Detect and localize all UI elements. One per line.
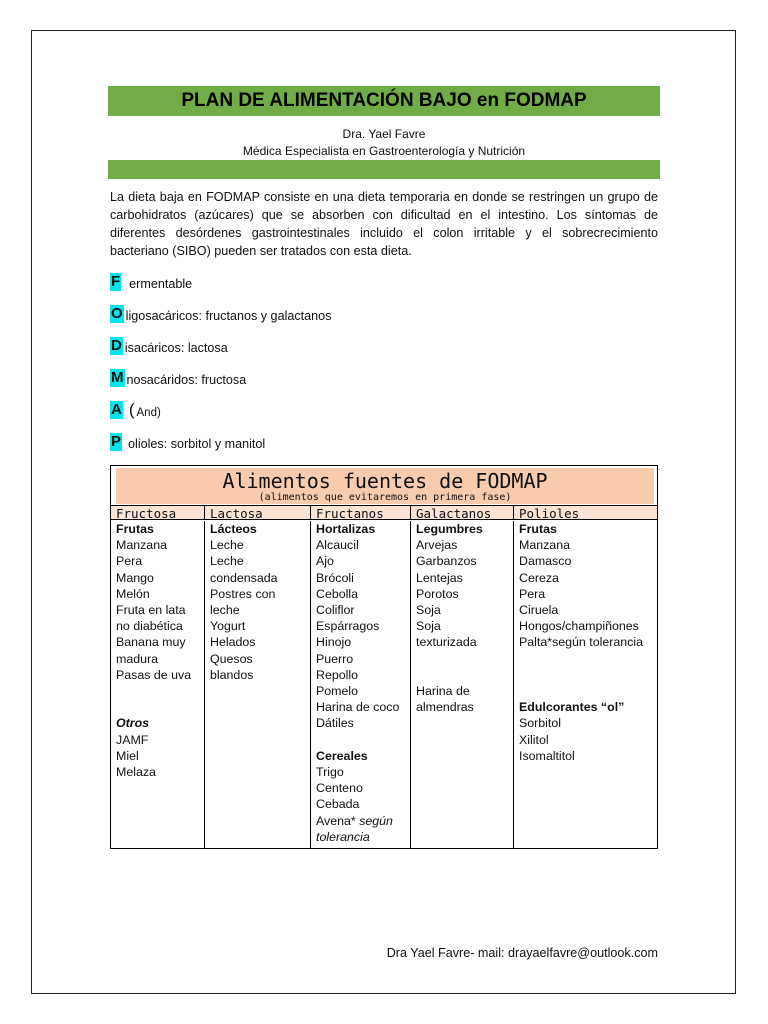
list-item: Hinojo bbox=[316, 635, 352, 650]
page-title: PLAN DE ALIMENTACIÓN BAJO en FODMAP bbox=[108, 86, 660, 116]
list-item: Leche bbox=[210, 554, 244, 569]
list-item: Banana muy bbox=[116, 635, 186, 650]
list-item: blandos bbox=[210, 667, 254, 682]
list-item: Cebada bbox=[316, 797, 360, 812]
list-item: Cereza bbox=[519, 570, 559, 585]
acronym-f: F ermentable bbox=[111, 273, 193, 291]
list-item: Harina de bbox=[416, 684, 470, 698]
list-item: Harina de coco bbox=[316, 700, 400, 715]
list-item: almendras bbox=[416, 700, 474, 715]
list-item: Manzana bbox=[116, 538, 167, 553]
author-specialty: Médica Especialista en Gastroenterología y Nutrición bbox=[242, 144, 526, 158]
list-item: Puerro bbox=[316, 651, 354, 666]
author-block bbox=[108, 126, 660, 160]
column-fructosa: Frutas Manzana Pera Mango Melón Fruta en lata no diabética Banana muy madura Pasas de uva Otros JAMF Miel Melaza bbox=[111, 521, 204, 848]
list-item: Melón bbox=[116, 586, 150, 601]
list-item: Arvejas bbox=[416, 538, 458, 553]
list-item: Soja bbox=[416, 619, 441, 634]
table-subtitle: (alimentos que evitaremos en primera fase) bbox=[258, 492, 512, 503]
list-item: leche bbox=[210, 603, 240, 618]
list-item: Isomaltitol bbox=[519, 748, 575, 763]
list-item: Sorbitol bbox=[519, 716, 562, 731]
list-item: condensada bbox=[210, 570, 278, 585]
list-item: JAMF bbox=[116, 732, 149, 747]
list-item: Pasas de uva bbox=[116, 667, 192, 682]
intro-paragraph: La dieta baja en FODMAP consiste en una dieta temporaria en donde se restringen un grupo de carbohidratos (azúcares) que se absorben con dificultad en el intestino. Los síntomas de diferentes desórdenes gastrointestinales incluido el colon irritable y el sobrecrecimiento bacteriano (SIBO) pueden ser tratados con esta dieta. bbox=[110, 190, 658, 258]
list-item: Pera bbox=[116, 554, 143, 569]
header-fructanos: Fructanos bbox=[310, 505, 410, 520]
list-item: Brócoli bbox=[316, 570, 354, 585]
list-item: Trigo bbox=[316, 765, 344, 780]
list-item: Melaza bbox=[116, 765, 156, 780]
list-item: Postres con bbox=[210, 586, 276, 601]
list-item: Mango bbox=[116, 570, 154, 585]
list-item: Quesos bbox=[210, 651, 253, 666]
list-item: Repollo bbox=[316, 667, 359, 682]
list-item: Soja bbox=[416, 603, 441, 618]
author-name: Dra. Yael Favre bbox=[342, 127, 426, 141]
list-item: Ajo bbox=[316, 554, 334, 569]
acronym-d: D isacáricos: lactosa bbox=[111, 337, 228, 355]
list-item: Yogurt bbox=[210, 619, 246, 634]
table-title: Alimentos fuentes de FODMAP bbox=[222, 469, 548, 493]
list-item: Ciruela bbox=[519, 603, 559, 618]
list-item: Cebolla bbox=[316, 586, 359, 601]
list-item: Coliflor bbox=[316, 603, 355, 618]
list-item: Leche bbox=[210, 538, 244, 553]
list-item: texturizada bbox=[416, 635, 477, 650]
list-item: Manzana bbox=[519, 538, 570, 553]
acronym-o: O ligosacáricos: fructanos y galactanos bbox=[111, 305, 332, 323]
acronym-p: P olioles: sorbitol y manitol bbox=[111, 433, 266, 451]
fodmap-table bbox=[110, 465, 658, 849]
list-item: Fruta en lata bbox=[116, 603, 186, 618]
list-item: Alcaucil bbox=[316, 538, 359, 553]
list-item: no diabética bbox=[116, 619, 183, 634]
list-item: tolerancia bbox=[316, 829, 370, 844]
acronym-a: A ( And) bbox=[111, 400, 161, 419]
list-item: Porotos bbox=[416, 586, 459, 601]
list-item: Miel bbox=[116, 748, 139, 763]
list-item: Helados bbox=[210, 635, 256, 650]
list-item: Centeno bbox=[316, 781, 363, 796]
header-lactosa: Lactosa bbox=[204, 505, 310, 520]
acronym-m: M nosacáridos: fructosa bbox=[111, 369, 247, 387]
list-item: Garbanzos bbox=[416, 554, 477, 569]
column-galactanos: Legumbres Arvejas Garbanzos Lentejas Porotos Soja Soja texturizada Harina de almendras bbox=[410, 521, 513, 848]
green-divider bbox=[108, 160, 660, 179]
header-fructosa: Fructosa bbox=[111, 505, 204, 520]
header-polioles: Polioles bbox=[513, 505, 657, 520]
list-item: Xilitol bbox=[519, 732, 549, 747]
list-item: Pera bbox=[519, 586, 546, 601]
list-item: Espárragos bbox=[316, 619, 380, 634]
list-item: Avena* según bbox=[316, 813, 393, 828]
list-item: Damasco bbox=[519, 554, 572, 569]
list-item: madura bbox=[116, 651, 159, 666]
list-item: Palta*según tolerancia bbox=[519, 635, 643, 650]
list-item: Dátiles bbox=[316, 716, 354, 731]
table-title-block bbox=[116, 468, 654, 504]
column-polioles: Frutas Manzana Damasco Cereza Pera Ciruela Hongos/champiñones Palta*según tolerancia Edulcorantes “ol” Sorbitol Xilitol Isomaltitol bbox=[513, 521, 657, 848]
list-item: Hongos/champiñones bbox=[519, 619, 639, 634]
header-galactanos: Galactanos bbox=[410, 505, 513, 520]
list-item: Pomelo bbox=[316, 684, 359, 699]
column-lactosa: Lácteos Leche Leche condensada Postres con leche Yogurt Helados Quesos blandos bbox=[204, 521, 310, 848]
list-item: Lentejas bbox=[416, 570, 463, 585]
footer-contact: Dra Yael Favre- mail: drayaelfavre@outlook.com bbox=[386, 946, 658, 960]
column-fructanos: Hortalizas Alcaucil Ajo Brócoli Cebolla Coliflor Espárragos Hinojo Puerro Repollo Pomelo Harina de coco Dátiles Cereales Trigo Centeno Cebada Avena* según tolerancia bbox=[310, 521, 410, 848]
